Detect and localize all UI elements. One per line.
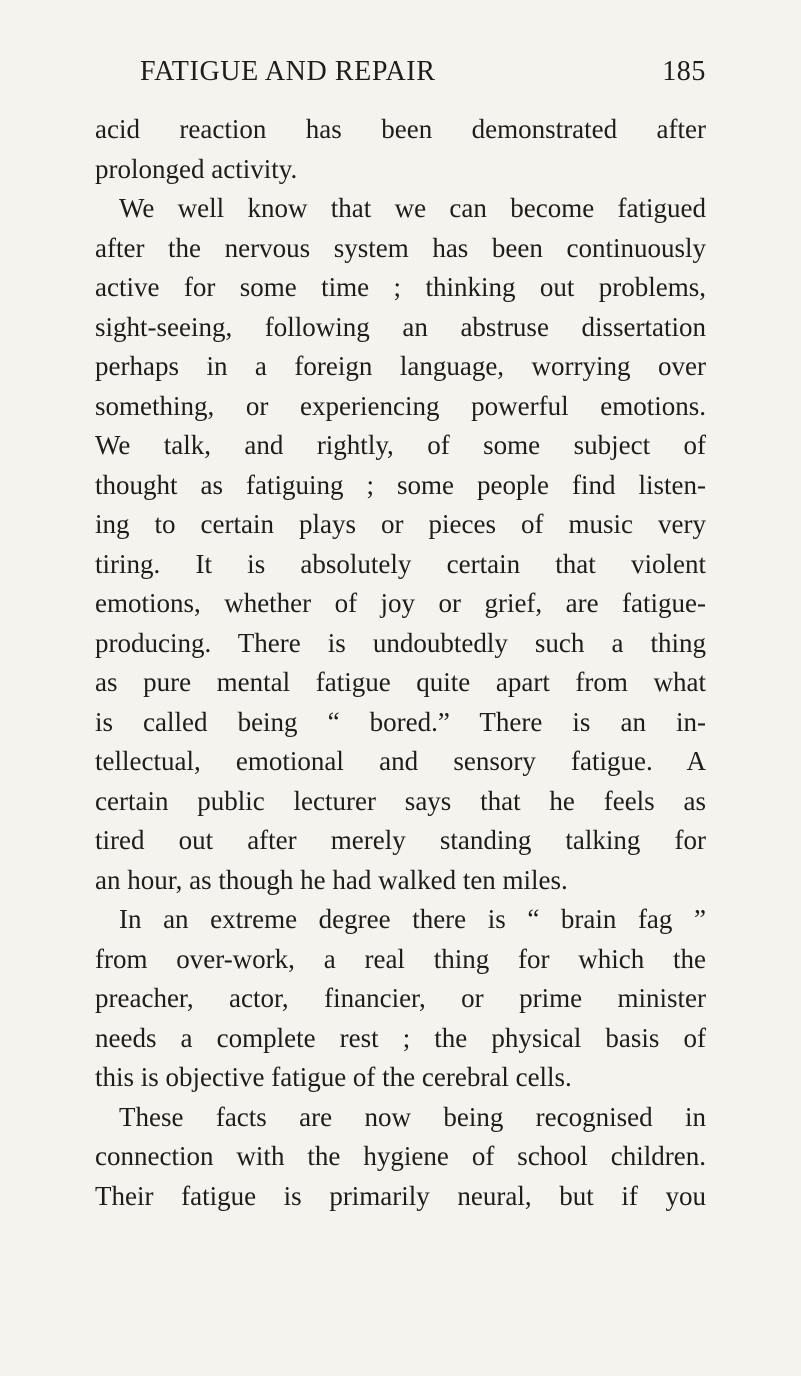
text-line: as pure mental fatigue quite apart from what xyxy=(95,667,706,697)
text-line: after the nervous system has been continuously xyxy=(95,232,706,263)
text-line: active for some time ; thinking out problems, xyxy=(95,272,706,302)
text-line: sight-seeing, following an abstruse dissertation xyxy=(95,311,706,342)
text-line: is called being “ bored.” There is an in- xyxy=(95,706,706,737)
text-line: prolonged activity. xyxy=(95,153,298,184)
text-line: from over-work, a real thing for which the xyxy=(95,943,706,974)
text-line: We talk, and rightly, of some subject of xyxy=(95,430,706,460)
page-number: 185 xyxy=(662,56,706,87)
text-line: an hour, as though he had walked ten miles. xyxy=(95,864,568,895)
text-line: In an extreme degree there is “ brain fag ” xyxy=(119,904,706,934)
body-text xyxy=(95,110,706,1216)
text-line: ing to certain plays or pieces of music very xyxy=(95,509,706,539)
text-line: perhaps in a foreign language, worrying over xyxy=(95,351,706,381)
text-line: certain public lecturer says that he feels as xyxy=(95,785,706,816)
text-line: something, or experiencing powerful emotions. xyxy=(95,390,706,421)
text-line: These facts are now being recognised in xyxy=(119,1101,706,1132)
text-line: preacher, actor, financier, or prime minister xyxy=(95,983,706,1013)
text-line: needs a complete rest ; the physical basis of xyxy=(95,1022,706,1053)
text-line: emotions, whether of joy or grief, are fatigue- xyxy=(95,588,706,618)
text-line: We well know that we can become fatigued xyxy=(119,193,706,223)
text-line: tired out after merely standing talking for xyxy=(95,825,706,855)
text-line: Their fatigue is primarily neural, but if you xyxy=(95,1180,706,1211)
text-line: this is objective fatigue of the cerebral cells. xyxy=(95,1062,572,1092)
text-line: thought as fatiguing ; some people find listen- xyxy=(95,469,706,500)
text-line: connection with the hygiene of school children. xyxy=(95,1141,706,1171)
text-line: tiring. It is absolutely certain that violent xyxy=(95,548,706,579)
running-title: FATIGUE AND REPAIR xyxy=(140,56,436,87)
text-line: producing. There is undoubtedly such a thing xyxy=(95,627,706,658)
text-line: tellectual, emotional and sensory fatigue. A xyxy=(95,746,706,776)
text-line: acid reaction has been demonstrated after xyxy=(95,114,706,144)
running-head xyxy=(140,56,706,96)
